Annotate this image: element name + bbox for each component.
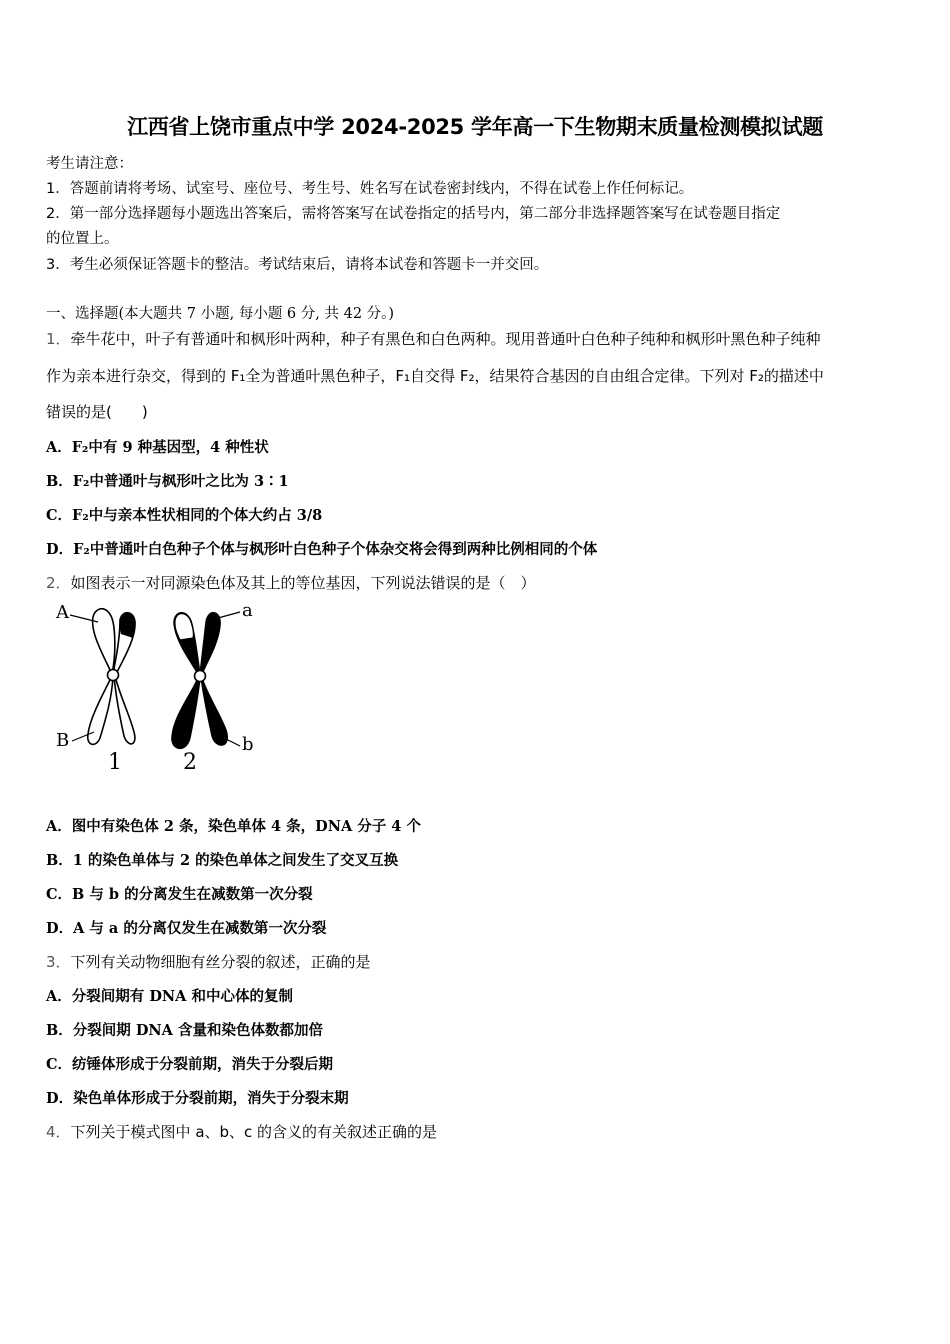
question-2-stem: 2．如图表示一对同源染色体及其上的等位基因，下列说法错误的是（ ） <box>46 574 536 592</box>
chromosome-number-1: 1 <box>108 750 122 775</box>
homologous-chromosome-figure <box>50 598 270 783</box>
question-1-stem-line-1: 1．牵牛花中，叶子有普通叶和枫形叶两种，种子有黑色和白色两种。现用普通叶白色种子纯种和枫形叶黑色种子纯种 <box>46 330 821 348</box>
question-2-option-a: A．图中有染色体 2 条，染色单体 4 条，DNA 分子 4 个 <box>46 818 421 835</box>
section-heading: 一、选择题(本大题共 7 小题, 每小题 6 分, 共 42 分。) <box>46 306 395 322</box>
gene-label-B: B <box>56 730 70 751</box>
question-number: 2． <box>46 574 71 592</box>
question-1-option-c: C．F₂中与亲本性状相同的个体大约占 3/8 <box>46 507 323 524</box>
question-1-stem-line-3: 错误的是( ) <box>46 403 148 421</box>
chromosome-number-2: 2 <box>183 750 197 775</box>
notice-item-3: 3．考生必须保证答题卡的整洁。考试结束后，请将本试卷和答题卡一并交回。 <box>46 257 549 273</box>
question-number: 1． <box>46 330 71 348</box>
question-number: 3． <box>46 953 71 971</box>
question-3-option-a: A．分裂间期有 DNA 和中心体的复制 <box>46 988 293 1005</box>
gene-label-A: A <box>56 602 69 623</box>
question-3-option-d: D．染色单体形成于分裂前期，消失于分裂末期 <box>46 1090 349 1107</box>
question-1-option-d: D．F₂中普通叶白色种子个体与枫形叶白色种子个体杂交将会得到两种比例相同的个体 <box>46 541 598 558</box>
question-1-stem-line-2: 作为亲本进行杂交，得到的 F₁全为普通叶黑色种子，F₁自交得 F₂，结果符合基因的自由组合定律。下列对 F₂的描述中 <box>46 367 824 385</box>
notice-heading: 考生请注意： <box>46 156 133 172</box>
question-2-option-d: D．A 与 a 的分离仅发生在减数第一次分裂 <box>46 920 327 937</box>
notice-item-2: 2．第一部分选择题每小题选出答案后，需将答案写在试卷指定的括号内，第二部分非选择题答案写在试卷题目指定 <box>46 206 781 222</box>
question-2-option-c: C．B 与 b 的分离发生在减数第一次分裂 <box>46 886 313 903</box>
question-1-option-b: B．F₂中普通叶与枫形叶之比为 3∶1 <box>46 473 289 490</box>
question-3-stem: 3．下列有关动物细胞有丝分裂的叙述，正确的是 <box>46 953 371 971</box>
notice-item-1: 1．答题前请将考场、试室号、座位号、考生号、姓名写在试卷密封线内，不得在试卷上作任何标记。 <box>46 181 694 197</box>
page-title: 江西省上饶市重点中学 2024-2025 学年高一下生物期末质量检测模拟试题 <box>127 115 823 139</box>
question-1-option-a: A．F₂中有 9 种基因型，4 种性状 <box>46 439 269 456</box>
question-3-option-b: B．分裂间期 DNA 含量和染色体数都加倍 <box>46 1022 323 1039</box>
question-2-option-b: B．1 的染色单体与 2 的染色单体之间发生了交叉互换 <box>46 852 399 869</box>
question-number: 4． <box>46 1123 71 1141</box>
gene-label-b: b <box>242 734 254 755</box>
chromosome-diagram-icon <box>50 598 270 783</box>
notice-item-2-cont: 的位置上。 <box>46 231 119 247</box>
question-4-stem: 4．下列关于模式图中 a、b、c 的含义的有关叙述正确的是 <box>46 1123 438 1141</box>
gene-label-a: a <box>242 600 253 621</box>
question-3-option-c: C．纺锤体形成于分裂前期，消失于分裂后期 <box>46 1056 334 1073</box>
